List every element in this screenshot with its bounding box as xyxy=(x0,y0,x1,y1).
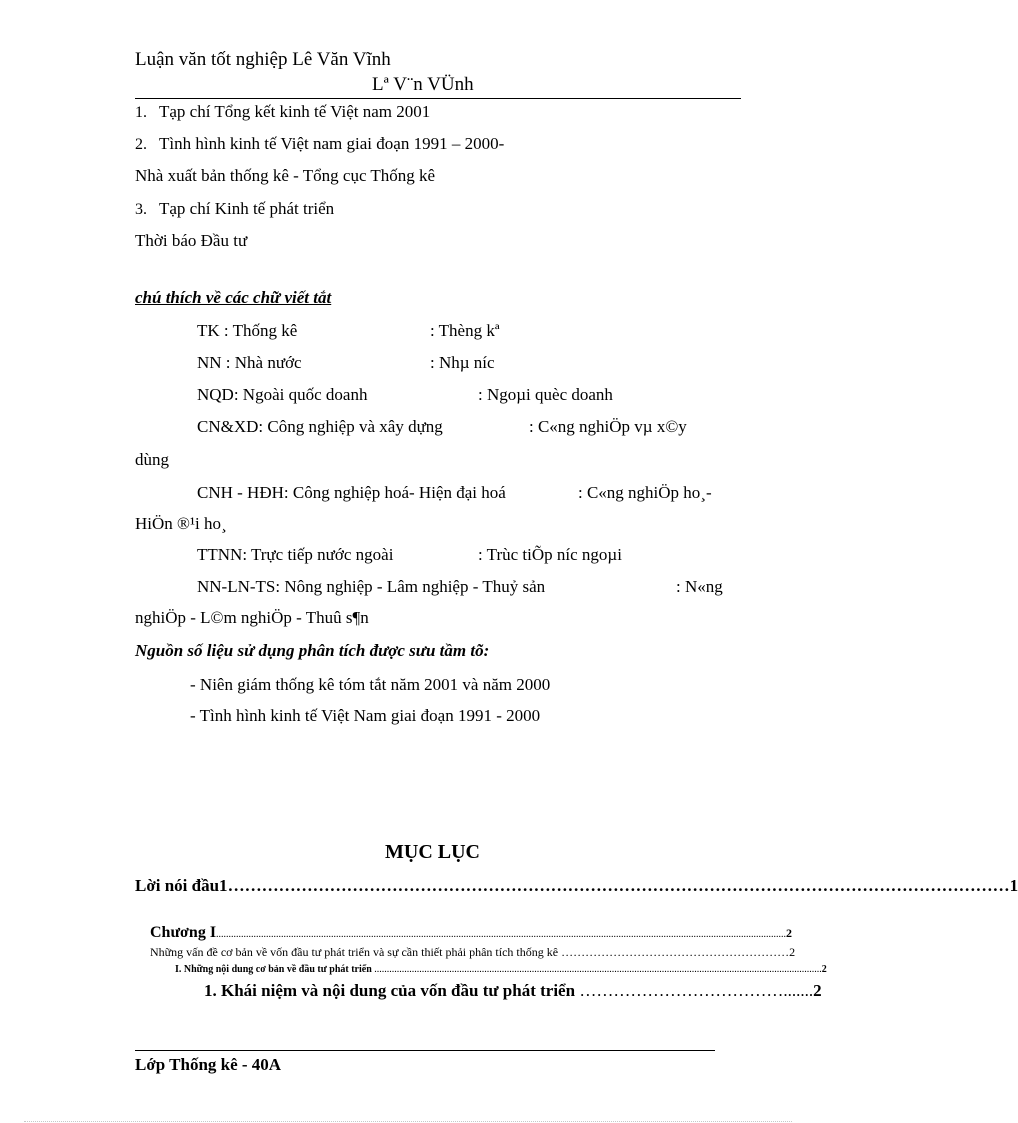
toc-leader: .................................................................................................................................................................................................................................... xyxy=(216,929,787,940)
toc-entry-chapter-1-subtitle[interactable]: Những vấn đề cơ bản về vốn đầu tư phát triển và sự cần thiết phải phân tích thống kê ………………………………………………… 2 xyxy=(150,945,796,959)
abbrev-item-tk-garbled: : Thèng kª xyxy=(430,321,500,340)
header-rule xyxy=(135,98,741,99)
abbrev-item-nn-garbled: : Nhµ níc xyxy=(430,353,495,372)
toc-leader: ………………………………………………………………………………………………………………………… xyxy=(227,876,1010,895)
toc-leader: ………………………………………………… xyxy=(558,945,790,959)
footer-class-label: Lớp Thống kê - 40A xyxy=(135,1055,282,1074)
toc-entry-chapter-1[interactable]: Chương I .................................................................................................................................................................................................................................... 2 xyxy=(150,924,793,941)
abbrev-item-nnlnts-wrap: nghiÖp - L©m nghiÖp - Thuû s¶n xyxy=(135,608,369,627)
toc-entry-intro[interactable]: Lời nói đầu1 ………………………………………………………………………………………………………………………… 1 xyxy=(135,876,1018,895)
running-header-garbled: Lª V¨n VÜnh xyxy=(372,74,474,95)
abbrev-item-cnh-wrap: HiÖn ®¹i ho¸ xyxy=(135,514,227,533)
toc-entry-subsection-1[interactable]: 1. Khái niệm và nội dung của vốn đầu tư phát triển ………………………………....... 2 xyxy=(204,981,822,1000)
abbrev-item-nqd-garbled: : Ngoµi quèc doanh xyxy=(478,385,613,404)
abbrev-item-nnlnts-garbled: : N«ng xyxy=(676,577,723,596)
source-item-1: - Niên giám thống kê tóm tắt năm 2001 và năm 2000 xyxy=(190,675,551,694)
reference-item-1: 1. Tạp chí Tổng kết kinh tế Việt nam 2001 xyxy=(135,102,431,121)
reference-item-2: 2. Tình hình kinh tế Việt nam giai đoạn 1991 – 2000- xyxy=(135,134,505,153)
abbrev-item-nnlnts: NN-LN-TS: Nông nghiệp - Lâm nghiệp - Thuỷ sản xyxy=(197,577,546,596)
footer-rule xyxy=(135,1050,715,1051)
reference-item-3: 3. Tạp chí Kinh tế phát triển xyxy=(135,199,335,218)
running-header-author: Luận văn tốt nghiệp Lê Văn Vĩnh xyxy=(135,49,391,70)
source-item-2: - Tình hình kinh tế Việt Nam giai đoạn 1991 - 2000 xyxy=(190,706,541,725)
abbrev-item-cnxd-garbled: : C«ng nghiÖp vµ x©y xyxy=(529,417,687,436)
abbrev-item-nn: NN : Nhà nước xyxy=(197,353,302,372)
toc-entry-section-1[interactable]: I. Những nội dung cơ bản về đầu tư phát triển ................................................................................................................................................................................... 2 xyxy=(175,964,827,975)
abbrev-item-cnh: CNH - HĐH: Công nghiệp hoá- Hiện đại hoá xyxy=(197,483,506,502)
toc-leader: ................................................................................................................................................................................... xyxy=(371,964,822,975)
abbreviations-heading: chú thích về các chữ viết tắt xyxy=(135,288,332,307)
toc-title: MỤC LỤC xyxy=(385,841,480,863)
abbrev-item-cnxd-wrap: dùng xyxy=(135,450,169,469)
abbrev-item-tk: TK : Thống kê xyxy=(197,321,298,340)
toc-leader: ………………………………....... xyxy=(575,981,814,1000)
abbrev-item-ttnn-garbled: : Trùc tiÕp níc ngoµi xyxy=(478,545,622,564)
page-bottom-edge xyxy=(24,1121,792,1122)
abbrev-item-nqd: NQD: Ngoài quốc doanh xyxy=(197,385,368,404)
abbrev-item-cnxd: CN&XD: Công nghiệp và xây dựng xyxy=(197,417,443,436)
abbrev-item-ttnn: TTNN: Trực tiếp nước ngoài xyxy=(197,545,394,564)
sources-heading: Nguồn số liệu sử dụng phân tích được sưu tầm tõ: xyxy=(135,641,490,660)
reference-item-2-publisher: Nhà xuất bản thống kê - Tổng cục Thống kê xyxy=(135,166,436,185)
abbrev-item-cnh-garbled: : C«ng nghiÖp ho¸- xyxy=(578,483,712,502)
reference-item-4: Thời báo Đầu tư xyxy=(135,231,248,250)
